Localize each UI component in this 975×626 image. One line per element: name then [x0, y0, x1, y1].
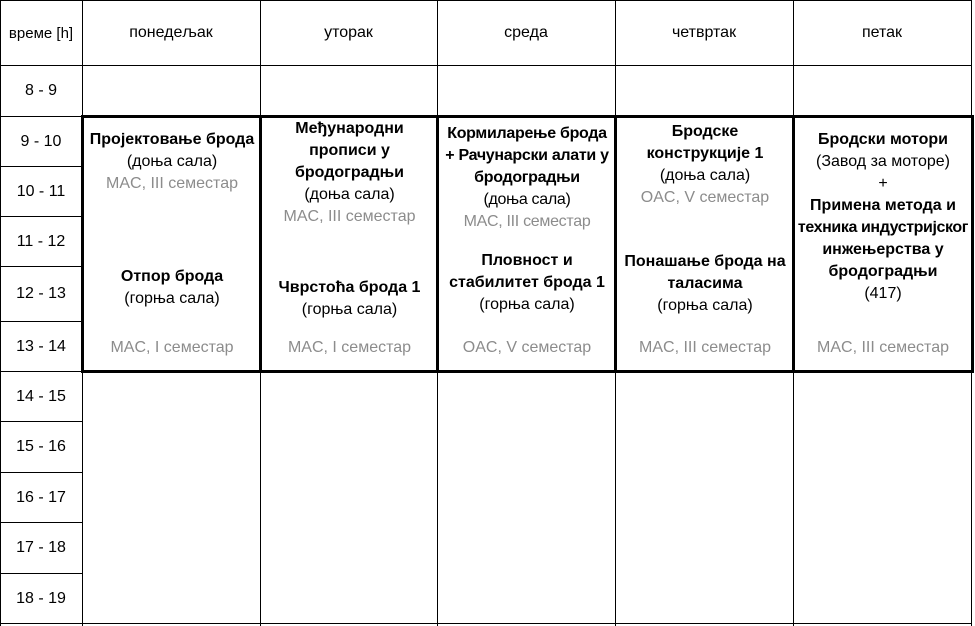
class-room: (417) [864, 285, 902, 302]
header-day-tuesday: уторак [324, 24, 373, 41]
time-slot: 9 - 10 [20, 132, 62, 150]
class-title: Чврстоћа брода 1 [278, 279, 421, 296]
class-room: (горња сала) [124, 290, 220, 307]
header-day-thursday: четвртак [671, 24, 737, 41]
class-title: Бродске [671, 123, 739, 140]
class-title: Пловност и [481, 252, 573, 269]
header-day-monday: понедељак [129, 24, 213, 41]
time-slot: 8 - 9 [24, 82, 57, 99]
class-monday-1 [84, 129, 260, 195]
time-slot: 13 - 14 [16, 337, 66, 355]
time-slot: 16 - 17 [16, 488, 66, 506]
time-slot: 17 - 18 [16, 539, 66, 556]
class-title: прописи у [309, 142, 390, 159]
class-semester: MAC, III семестар [817, 339, 949, 356]
time-slot: 18 - 19 [16, 589, 66, 607]
class-semester: OAC, V семестар [640, 189, 770, 206]
time-slot: 11 - 12 [16, 232, 66, 250]
class-title: бродоградњи [295, 164, 404, 181]
header-time: време [h] [8, 24, 74, 42]
class-semester: MAC, III семестар [639, 339, 771, 356]
class-semester: MAC, I семестар [110, 339, 234, 356]
class-title: Примена метода и [810, 197, 956, 214]
header-day-friday: петак [861, 24, 903, 41]
class-room: (доња сала) [483, 191, 571, 208]
class-title: Кормиларење брода [447, 125, 607, 142]
class-semester: MAC, I семестар [287, 339, 412, 356]
header-day-wednesday: среда [504, 24, 548, 41]
class-wednesday-2 [439, 250, 615, 316]
class-tuesday-2 [262, 277, 437, 321]
plus-sign: + [878, 175, 888, 192]
time-slot: 12 - 13 [16, 285, 66, 302]
time-slot: 10 - 11 [16, 182, 66, 200]
grid-line [0, 623, 972, 624]
class-semester: MAC, III семестар [463, 213, 591, 230]
class-title: Понашање брода на [624, 253, 786, 270]
class-title: Отпор брода [120, 268, 224, 285]
class-room: (доња сала) [659, 167, 751, 184]
class-title: таласима [667, 275, 743, 292]
time-slot: 15 - 16 [16, 438, 66, 455]
class-room: (Завод за моторе) [816, 153, 950, 170]
class-monday-2 [84, 266, 260, 310]
class-title: инжењерства у [822, 241, 944, 258]
class-room: (горња сала) [479, 296, 575, 313]
class-semester: OAC, V семестар [462, 339, 592, 356]
class-title: техника индустријског [797, 219, 969, 236]
class-wednesday-1 [439, 123, 615, 233]
class-friday [795, 129, 971, 305]
class-tuesday-1 [262, 118, 437, 228]
class-title: Бродски мотори [818, 131, 948, 148]
class-title: стабилитет брода 1 [449, 274, 605, 291]
class-room: (доња сала) [304, 186, 395, 203]
class-room: (горња сала) [657, 297, 753, 314]
class-room: (горња сала) [301, 301, 398, 318]
class-semester: MAC, III семестар [283, 208, 416, 225]
class-title: бродоградњи [474, 169, 580, 186]
class-title: бродоградњи [828, 263, 938, 280]
class-room: (доња сала) [126, 153, 218, 170]
class-thursday-1 [617, 121, 793, 209]
class-title: Међународни [295, 120, 404, 137]
class-title: конструкције 1 [646, 145, 764, 162]
class-thursday-2 [617, 251, 793, 317]
time-slot: 14 - 15 [16, 387, 66, 405]
class-title: Пројектовање брода [89, 131, 255, 148]
class-title: + Рачунарски алати у [445, 147, 609, 164]
class-semester: MAC, III семестар [106, 175, 238, 192]
